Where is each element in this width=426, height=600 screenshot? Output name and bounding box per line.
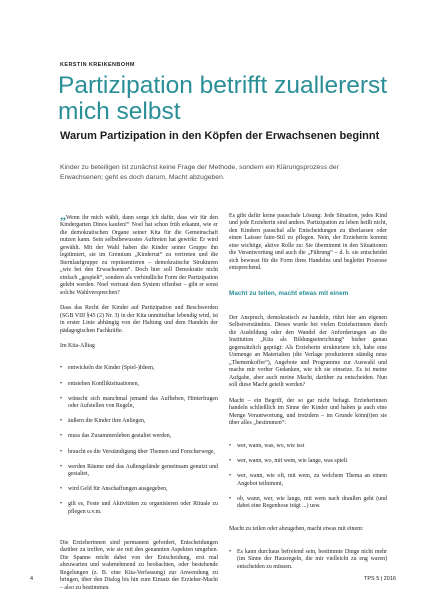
- list-item: • gilt es, Feste und Aktivitäten zu organisieren oder Rituale zu pflegen u.v.m.: [60, 501, 218, 516]
- left-paragraph-1-text: Wenn ihr mich wählt, dann sorge ich dafür, dass wir für den Kindergarten Dinos kaufen!“ Noel hat schon früh erkannt, wie er die demokratischen Organe seiner Kita für die Gemeinschaft nutzen kann. Sein selbstbewusstes Auftreten hat gewirkt: Er wird gewählt. Mit der Wahl haben die Kinder seiner Gruppe ihn legitimiert, sie im Gremium „Kinderrat“ zu vertreten und die Sternlaufgruppe zu repräsentieren – demokratische Strukturen „wie bei den Erwachsenen“. Doch hier soll Demokratie nicht einfach „gespielt“, sondern als verbindliche Form der Partizipation gelebt werden. Noel vertraut dem System offenbar – gibt er sonst solche Wahlversprechen?: [60, 214, 218, 297]
- left-bullet-list: [60, 358, 218, 524]
- right-paragraph-1: Es gibt dafür keine pauschale Lösung: Jede Situation, jedes Kind und jede Erzieherin sind anders. Partizipation zu leben heißt nicht, den Kindern pauschal alle Entscheidungen zu überlassen oder einen Laisser faire-Stil zu pflegen. Nein, der Erzieherin kommt eine wichtige, aktive Rolle zu: Sie übernimmt in den Situationen die Verantwortung und auch die „Führung“ – d. h. sie entscheidet sich bewusst für die Form ihres Handelns und begleitet Prozesse entsprechend.: [229, 212, 387, 272]
- list-item: • wer, wann, wo, mit wem, wie lange, was spielt: [229, 458, 387, 466]
- list-item: • ob, wann, wer, wie lange, mit wem nach draußen geht (und dabei eine Regenhose trägt ...) usw.: [229, 496, 387, 511]
- right-paragraph-4: Macht zu teilen oder abzugeben, macht etwas mit einem:: [229, 525, 364, 532]
- right-column: [229, 205, 387, 586]
- author-name: KERSTIN KREIKENBOHM: [60, 62, 135, 68]
- list-item: • wünscht sich manchmal jemand das Aufheben, Hinterfragen oder Aufstellen von Regeln,: [60, 396, 218, 411]
- right-paragraph-3: Macht – ein Begriff, der so gar nicht behagt. Erzieherinnen handeln schließlich im Sinne der Kinder und haben ja auch eine Menge Verantwortung, und trotzdem – im Grunde könn(t)en sie über alles „bestimmen“:: [229, 397, 387, 427]
- left-paragraph-1: [60, 207, 218, 298]
- list-item: • wer, wann, was, wo, wie isst: [229, 443, 387, 451]
- list-item: • wird Geld für Anschaffungen ausgegeben,: [60, 486, 218, 494]
- issue-label: TPS 5 | 2016: [363, 576, 396, 582]
- list-item: • entwickeln die Kinder (Spiel-)Ideen,: [60, 365, 218, 373]
- quote-mark: „: [60, 207, 66, 222]
- list-item: • Es kann durchaus befreiend sein, bestimmte Dinge nicht mehr (im Sinne der Hausregeln, die mir vielleicht zu eng waren) entscheiden zu müssen.: [229, 549, 387, 572]
- list-item: • äußern die Kinder ihre Anliegen,: [60, 418, 218, 426]
- section-heading: Macht zu teilen, macht etwas mit einem: [229, 290, 349, 298]
- left-paragraph-4: Die Erzieherinnen sind permanent gefordert, Entscheidungen darüber zu treffen, wie sie mit den genannten Aspekten umgehen. Die Spanne reicht dabei von der Entscheidung, erst mal abzuwarten und wahrnehmend zu beobachten, oder bestehende Regelungen (z. B. eine Kita-Verfassung) zur Anwendung zu bringen, über den Dialog bis hin zum Einsatz der Erzieher-Macht – also zu bestimmen.: [60, 539, 218, 591]
- right-paragraph-2: Der Anspruch, demokratisch zu handeln, rührt hier am eigenen Selbstverständnis. Dieses wurde bei vielen Erzieherinnen durch die Ausbildung oder den Wandel der Anforderungen an die Institution „Kita als Bildungseinrichtung“ bisher genau gegensätzlich geprägt: Als Erzieherin strukturiere ich, habe eine Unmenge an Materialien (die Verlage produzieren ständig neue „Themenkoffer“), Angebote und Programme zur Auswahl und mache mir vorher Gedanken, wie ich sie einsetze. Es ist meine Aufgabe, aber auch meine Macht, darüber zu entscheiden. Nun soll diese Macht geteilt werden?: [229, 314, 387, 389]
- right-bullet-list-2: [229, 541, 387, 579]
- left-paragraph-2: Dass das Recht der Kinder auf Partizipation und Beschwerden (SGB VIII §45 (2) Nr. 3) in der Kita unmittelbar lebendig wird, ist in erster Linie abhängig von der Haltung und dem Handeln der pädagogischen Fachkräfte.: [60, 305, 218, 334]
- article-title: Partizipation betrifft zuallererst mich selbst: [58, 72, 388, 125]
- right-bullet-list: [229, 435, 387, 518]
- list-item: • braucht es die Verständigung über Themen und Forscherwege,: [60, 449, 218, 457]
- list-item: • muss das Zusammenleben gestaltet werden,: [60, 433, 218, 441]
- page-number: 4: [30, 576, 34, 582]
- left-paragraph-3: Im Kita-Alltag: [60, 342, 95, 349]
- list-item: • werden Räume und das Außengelände gemeinsam genutzt und gestaltet,: [60, 464, 218, 479]
- left-column: [60, 205, 218, 600]
- article-intro: Kinder zu beteiligen ist zunächst keine Frage der Methode, sondern ein Klärungsprozess der Erwachsenen; geht es doch darum, Macht abzugeben.: [60, 164, 339, 181]
- list-item: • wer, wann, wie oft, mit wem, zu welchem Thema an einem Angebot teilnimmt,: [229, 473, 387, 488]
- article-subtitle: Warum Partizipation in den Köpfen der Erwachsenen beginnt: [60, 130, 380, 142]
- list-item: • entstehen Konfliktsituationen,: [60, 381, 218, 389]
